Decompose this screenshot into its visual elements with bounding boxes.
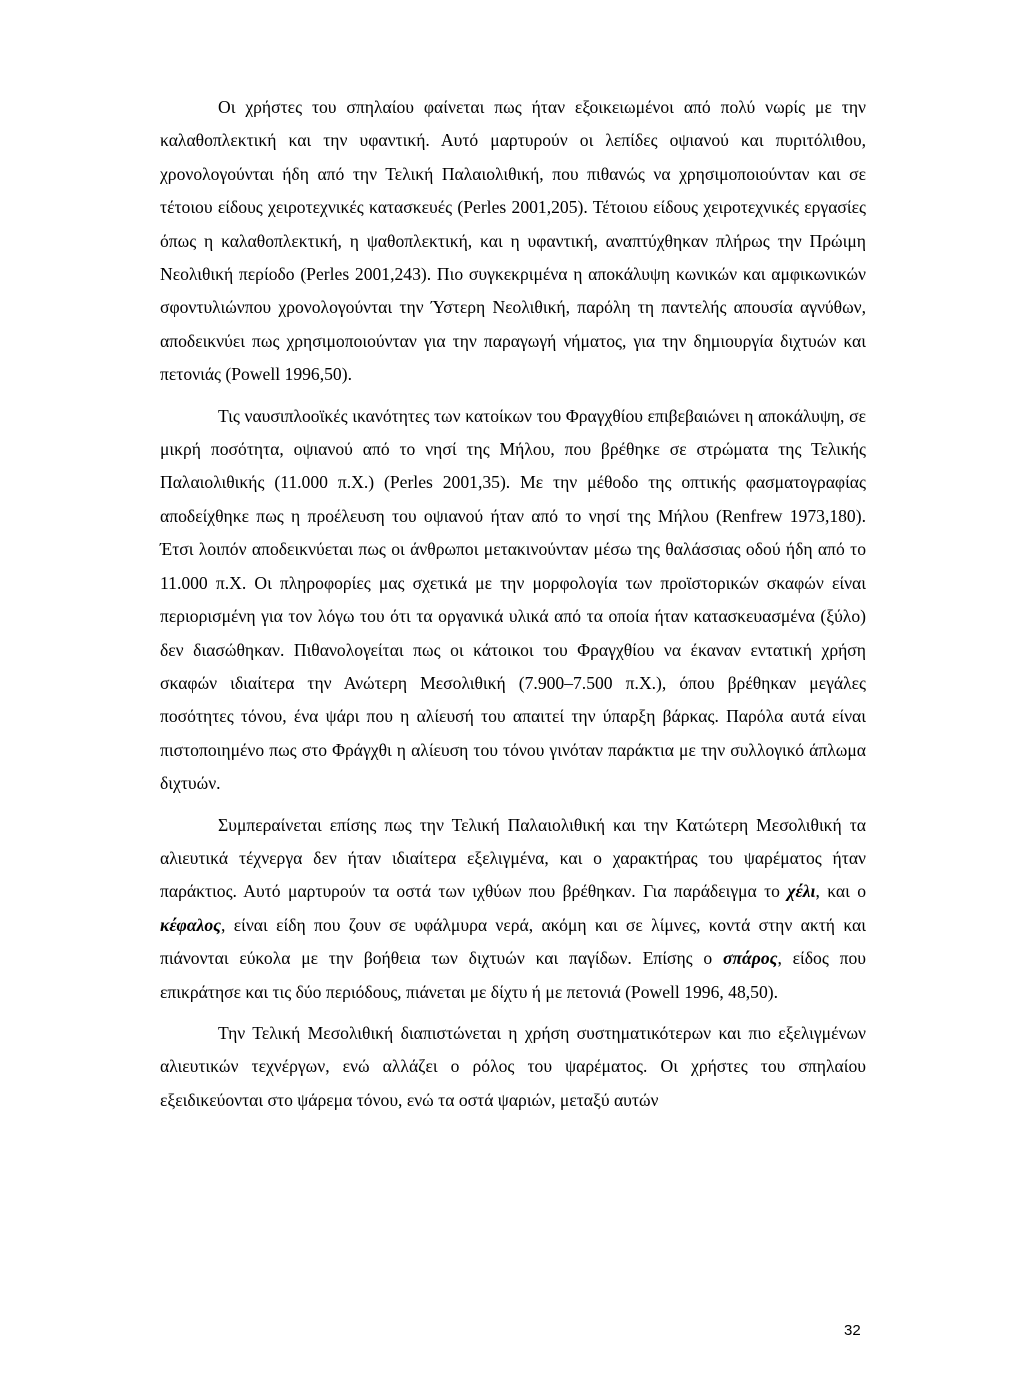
paragraph-3-text-a: Συμπεραίνεται επίσης πως την Τελική Παλαιολιθική και την Κατώτερη Μεσολιθική τα αλιευτικά τέχνεργα δεν ήταν ιδιαίτερα εξελιγμένα, και ο χαρακτήρας του ψαρέματος ήταν παράκτιος. Αυτό μαρτυρούν τα οστά των ιχθύων που βρέθηκαν. Για παράδειγμα το [160, 814, 866, 902]
paragraph-3-text-e: , είναι είδη που ζουν σε υφάλμυρα νερά, ακόμη και σε λίμνες, κοντά στην ακτή και πιάνονται εύκολα με την βοήθεια των διχτυών και παγίδων. Επίσης ο [160, 914, 866, 969]
term-sparos: σπάρος [722, 948, 778, 969]
paragraph-3-text-c: , και ο [815, 881, 867, 902]
paragraph-2: Τις ναυσιπλοοϊκές ικανότητες των κατοίκων του Φραγχθίου επιβεβαιώνει η αποκάλυψη, σε μικρή ποσότητα, οψιανού από το νησί της Μήλου, που βρέθηκε σε στρώματα της Τελικής Παλαιολιθικής (11.000 π.Χ.) (Perles 2001,35). Με την μέθοδο της οπτικής φασματογραφίας αποδείχθηκε πως η προέλευση του οψιανού ήταν από το νησί της Μήλου (Renfrew 1973,180). Έτσι λοιπόν αποδεικνύεται πως οι άνθρωποι μετακινούνταν μέσω της θαλάσσιας οδού ήδη από το 11.000 π.Χ. Οι πληροφορίες μας σχετικά με την μορφολογία των προϊστορικών σκαφών είναι περιορισμένη για τον λόγω του ότι τα οργανικά υλικά από τα οποία ήταν κατασκευασμένα (ξύλο) δεν διασώθηκαν. Πιθανολογείται πως οι κάτοικοι του Φραγχθίου να έκαναν εντατική χρήση σκαφών ιδιαίτερα την Ανώτερη Μεσολιθική (7.900–7.500 π.Χ.), όπου βρέθηκαν μεγάλες ποσότητες τόνου, ένα ψάρι που η αλίευσή του απαιτεί την ύπαρξη βάρκας. Παρόλα αυτά είναι πιστοποιημένο πως στο Φράγχθι η αλίευση του τόνου γινόταν παράκτια με την συλλογικό άπλωμα διχτυών. [160, 405, 866, 794]
paragraph-4: Την Τελική Μεσολιθική διαπιστώνεται η χρήση συστηματικότερων και πιο εξελιγμένων αλιευτικών τεχνέργων, ενώ αλλάζει ο ρόλος του ψαρέματος. Οι χρήστες του σπηλαίου εξειδικεύονται στο ψάρεμα τόνου, ενώ τα οστά ψαριών, μεταξύ αυτών [160, 1022, 866, 1110]
term-cheli: χέλι [787, 881, 816, 902]
paragraph-1: Οι χρήστες του σπηλαίου φαίνεται πως ήταν εξοικειωμένοι από πολύ νωρίς με την καλαθοπλεκτική και την υφαντική. Αυτό μαρτυρούν οι λεπίδες οψιανού και πυριτόλιθου, χρονολογούνται ήδη από την Τελική Παλαιολιθική, που πιθανώς να χρησιμοποιούνταν και σε τέτοιου είδους χειροτεχνικές κατασκευές (Perles 2001,205). Τέτοιου είδους χειροτεχνικές εργασίες όπως η καλαθοπλεκτική, η ψαθοπλεκτική, και η υφαντική, αναπτύχθηκαν πλήρως την Πρώιμη Νεολιθική περίοδο (Perles 2001,243). Πιο συγκεκριμένα η αποκάλυψη κωνικών και αμφικωνικών σφοντυλιώνπου χρονολογούνται την Ύστερη Νεολιθική, παρόλη τη παντελής απουσία αγνύθων, αποδεικνύει πως χρησιμοποιούνταν για την παραγωγή νήματος, για την δημιουργία διχτυών και πετονιάς (Powell 1996,50). [160, 97, 866, 385]
body-text [160, 91, 866, 1117]
paragraph-3-text-g: , είδος που επικράτησε και τις δύο περιόδους, πιάνεται με δίχτυ ή με πετονιά (Powell 1996, 48,50). [160, 948, 866, 1002]
term-kefalos: κέφαλος [160, 914, 222, 935]
page-number: 32 [844, 1322, 861, 1339]
paragraph-3 [160, 809, 866, 1009]
